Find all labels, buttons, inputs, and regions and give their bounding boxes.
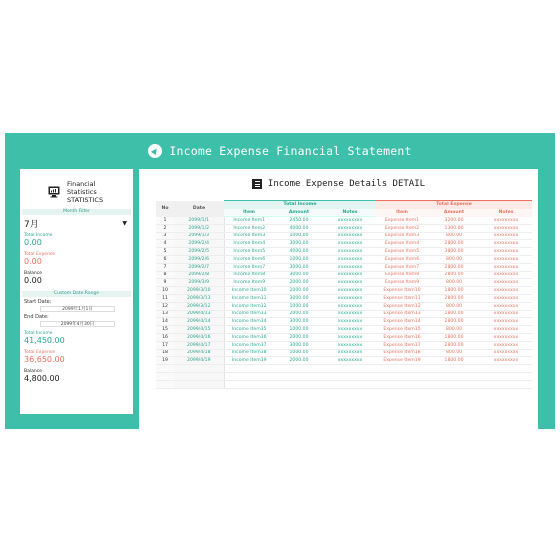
range-income-label: Total Income xyxy=(24,331,53,336)
table-row[interactable] xyxy=(156,349,532,357)
row-expense-amount: 3800.00 xyxy=(428,248,480,256)
brand-line-1: Financial xyxy=(67,179,96,188)
summary-panel xyxy=(20,169,133,414)
row-expense-item: Expense Item5 xyxy=(376,248,428,256)
row-expense-notes: xxxxxxxxx xyxy=(480,224,532,232)
start-date-field[interactable]: 2099年1月1日 xyxy=(40,306,115,312)
row-income-amount: 1000.00 xyxy=(274,326,324,334)
start-date-label: Start Date: xyxy=(24,299,52,305)
row-date: 2099/3/9 xyxy=(174,279,224,287)
row-income-item: Income Item14 xyxy=(224,318,274,326)
table-row[interactable] xyxy=(156,224,532,232)
table-row[interactable] xyxy=(156,255,532,263)
row-expense-notes: xxxxxxxxx xyxy=(480,232,532,240)
row-expense-notes: xxxxxxxxx xyxy=(480,349,532,357)
row-income-notes: xxxxxxxxx xyxy=(324,224,376,232)
row-expense-amount: 1300.00 xyxy=(428,224,480,232)
row-expense-amount: 800.00 xyxy=(428,232,480,240)
row-income-amount: 2000.00 xyxy=(274,287,324,295)
row-date: 2099/4/18 xyxy=(174,349,224,357)
row-expense-amount: 800.00 xyxy=(428,279,480,287)
row-expense-amount: 2800.00 xyxy=(428,240,480,248)
col-income-amount-header: Amount xyxy=(274,209,324,217)
row-expense-notes: xxxxxxxxx xyxy=(480,341,532,349)
row-expense-item: Expense Item15 xyxy=(376,326,428,334)
row-income-amount: 2000.00 xyxy=(274,310,324,318)
detail-panel xyxy=(139,169,538,429)
row-expense-item: Expense Item11 xyxy=(376,294,428,302)
row-expense-amount: 1800.00 xyxy=(428,333,480,341)
row-date: 2099/2/6 xyxy=(174,255,224,263)
row-income-item: Income Item18 xyxy=(224,349,274,357)
row-expense-item: Expense Item19 xyxy=(376,357,428,365)
col-income-notes-header: Notes xyxy=(324,209,376,217)
row-no: 13 xyxy=(156,310,174,318)
row-income-amount: 3000.00 xyxy=(274,294,324,302)
row-expense-amount: 1800.00 xyxy=(428,310,480,318)
row-no: 11 xyxy=(156,294,174,302)
row-expense-notes: xxxxxxxxx xyxy=(480,294,532,302)
row-expense-item: Expense Item1 xyxy=(376,217,428,225)
row-no: 10 xyxy=(156,287,174,295)
table-row[interactable] xyxy=(156,357,532,365)
row-income-item: Income Item2 xyxy=(224,224,274,232)
row-income-notes: xxxxxxxxx xyxy=(324,217,376,225)
row-date: 2099/2/8 xyxy=(174,271,224,279)
end-date-field[interactable]: 2099年4月30日 xyxy=(40,321,115,327)
expense-group-header: Total Expense xyxy=(376,201,532,209)
row-income-item: Income Item1 xyxy=(224,217,274,225)
table-row[interactable] xyxy=(156,310,532,318)
row-date: 2099/2/4 xyxy=(174,240,224,248)
row-income-item: Income Item9 xyxy=(224,279,274,287)
row-date: 2099/4/17 xyxy=(174,341,224,349)
row-income-item: Income Item17 xyxy=(224,341,274,349)
row-expense-amount: 800.00 xyxy=(428,302,480,310)
row-expense-item: Expense Item18 xyxy=(376,349,428,357)
row-income-amount: 4000.00 xyxy=(274,224,324,232)
row-income-notes: xxxxxxxxx xyxy=(324,333,376,341)
row-no: 8 xyxy=(156,271,174,279)
row-income-item: Income Item10 xyxy=(224,287,274,295)
total-income-label: Total Income xyxy=(24,233,53,238)
row-expense-notes: xxxxxxxxx xyxy=(480,318,532,326)
row-date: 2099/3/13 xyxy=(174,294,224,302)
row-income-notes: xxxxxxxxx xyxy=(324,279,376,287)
row-income-item: Income Item4 xyxy=(224,240,274,248)
table-row[interactable] xyxy=(156,240,532,248)
row-income-amount: 2000.00 xyxy=(274,333,324,341)
row-income-item: Income Item5 xyxy=(224,248,274,256)
row-expense-notes: xxxxxxxxx xyxy=(480,271,532,279)
table-body xyxy=(156,217,532,365)
row-income-amount: 1000.00 xyxy=(274,232,324,240)
row-expense-item: Expense Item9 xyxy=(376,279,428,287)
col-date-header: Date xyxy=(174,201,224,217)
row-income-notes: xxxxxxxxx xyxy=(324,357,376,365)
row-no: 12 xyxy=(156,302,174,310)
row-expense-item: Expense Item3 xyxy=(376,232,428,240)
row-date: 2099/3/10 xyxy=(174,287,224,295)
row-expense-item: Expense Item4 xyxy=(376,240,428,248)
row-income-notes: xxxxxxxxx xyxy=(324,271,376,279)
report-frame xyxy=(5,133,555,429)
table-row[interactable] xyxy=(156,294,532,302)
row-expense-amount: 2800.00 xyxy=(428,294,480,302)
row-income-notes: xxxxxxxxx xyxy=(324,232,376,240)
col-expense-notes-header: Notes xyxy=(480,209,532,217)
row-expense-notes: xxxxxxxxx xyxy=(480,263,532,271)
table-row[interactable] xyxy=(156,279,532,287)
table-row[interactable] xyxy=(156,333,532,341)
row-no: 2 xyxy=(156,224,174,232)
row-date: 2099/1/1 xyxy=(174,217,224,225)
row-expense-item: Expense Item12 xyxy=(376,302,428,310)
row-income-item: Income Item16 xyxy=(224,333,274,341)
row-income-notes: xxxxxxxxx xyxy=(324,326,376,334)
row-expense-amount: 800.00 xyxy=(428,349,480,357)
row-date: 2099/2/5 xyxy=(174,248,224,256)
row-date: 2099/4/19 xyxy=(174,357,224,365)
row-income-item: Income Item19 xyxy=(224,357,274,365)
row-no: 9 xyxy=(156,279,174,287)
end-date-label: End Date: xyxy=(24,314,49,320)
row-date: 2099/4/16 xyxy=(174,333,224,341)
row-no: 5 xyxy=(156,248,174,256)
row-income-notes: xxxxxxxxx xyxy=(324,294,376,302)
row-income-amount: 1000.00 xyxy=(274,349,324,357)
row-expense-amount: 1800.00 xyxy=(428,357,480,365)
total-expense-value: 0.00 xyxy=(24,257,42,266)
row-expense-item: Expense Item7 xyxy=(376,263,428,271)
row-expense-amount: 2800.00 xyxy=(428,341,480,349)
page-title: Income Expense Financial Statement xyxy=(169,144,412,158)
row-expense-item: Expense Item16 xyxy=(376,333,428,341)
brand-line-2: Statistics xyxy=(67,187,97,196)
row-expense-amount: 800.00 xyxy=(428,255,480,263)
table-row[interactable] xyxy=(156,217,532,225)
balance-value: 0.00 xyxy=(24,276,42,285)
row-expense-item: Expense Item14 xyxy=(376,318,428,326)
row-income-amount: 3000.00 xyxy=(274,271,324,279)
row-income-amount: 4000.00 xyxy=(274,248,324,256)
detail-header xyxy=(139,169,538,199)
row-expense-item: Expense Item6 xyxy=(376,255,428,263)
table-empty-rows xyxy=(156,365,532,389)
month-filter-header: Month Filter xyxy=(22,209,131,215)
row-date: 2099/4/15 xyxy=(174,326,224,334)
row-income-item: Income Item11 xyxy=(224,294,274,302)
brand-line-3: STATISTICS xyxy=(67,195,104,204)
row-expense-item: Expense Item10 xyxy=(376,287,428,295)
row-income-amount: 2450.00 xyxy=(274,217,324,225)
row-no: 6 xyxy=(156,255,174,263)
row-no: 4 xyxy=(156,240,174,248)
row-expense-item: Expense Item17 xyxy=(376,341,428,349)
row-no: 14 xyxy=(156,318,174,326)
pen-icon xyxy=(148,144,162,158)
table-row[interactable] xyxy=(156,318,532,326)
row-expense-notes: xxxxxxxxx xyxy=(480,326,532,334)
row-income-notes: xxxxxxxxx xyxy=(324,341,376,349)
row-income-item: Income Item13 xyxy=(224,310,274,318)
row-income-amount: 1000.00 xyxy=(274,302,324,310)
table-row[interactable] xyxy=(156,271,532,279)
caret-down-icon[interactable]: ▼ xyxy=(122,219,127,227)
row-income-item: Income Item8 xyxy=(224,271,274,279)
list-icon xyxy=(252,179,262,189)
row-expense-amount: 2800.00 xyxy=(428,318,480,326)
row-no: 3 xyxy=(156,232,174,240)
range-balance-value: 4,800.00 xyxy=(24,374,60,383)
row-expense-notes: xxxxxxxxx xyxy=(480,217,532,225)
row-expense-item: Expense Item2 xyxy=(376,224,428,232)
row-expense-notes: xxxxxxxxx xyxy=(480,287,532,295)
col-income-item-header: Item xyxy=(224,209,274,217)
row-income-notes: xxxxxxxxx xyxy=(324,240,376,248)
row-expense-notes: xxxxxxxxx xyxy=(480,302,532,310)
row-expense-notes: xxxxxxxxx xyxy=(480,240,532,248)
row-income-notes: xxxxxxxxx xyxy=(324,318,376,326)
col-no-header: No xyxy=(156,201,174,217)
row-no: 1 xyxy=(156,217,174,225)
total-expense-label: Total Expense xyxy=(24,252,56,257)
row-income-amount: 3000.00 xyxy=(274,341,324,349)
row-date: 2099/2/7 xyxy=(174,263,224,271)
row-income-notes: xxxxxxxxx xyxy=(324,255,376,263)
custom-range-header: Custom Date Range xyxy=(22,291,131,297)
row-expense-notes: xxxxxxxxx xyxy=(480,279,532,287)
detail-title: Income Expense Details DETAIL xyxy=(267,179,426,189)
table-row[interactable] xyxy=(156,302,532,310)
row-date: 2099/1/2 xyxy=(174,224,224,232)
computer-icon xyxy=(48,186,60,198)
table-row[interactable] xyxy=(156,287,532,295)
row-income-item: Income Item15 xyxy=(224,326,274,334)
row-income-amount: 3000.00 xyxy=(274,318,324,326)
table-row[interactable] xyxy=(156,326,532,334)
row-expense-item: Expense Item13 xyxy=(376,310,428,318)
row-expense-item: Expense Item8 xyxy=(376,271,428,279)
row-no: 18 xyxy=(156,349,174,357)
row-income-amount: 3000.00 xyxy=(274,263,324,271)
row-income-notes: xxxxxxxxx xyxy=(324,248,376,256)
row-income-notes: xxxxxxxxx xyxy=(324,310,376,318)
row-expense-amount: 2800.00 xyxy=(428,263,480,271)
row-income-notes: xxxxxxxxx xyxy=(324,302,376,310)
table-row[interactable] xyxy=(156,341,532,349)
row-income-amount: 1000.00 xyxy=(274,255,324,263)
row-expense-amount: 800.00 xyxy=(428,326,480,334)
row-income-amount: 3000.00 xyxy=(274,240,324,248)
row-no: 7 xyxy=(156,263,174,271)
total-income-value: 0.00 xyxy=(24,238,42,247)
title-bar xyxy=(5,133,555,169)
row-expense-amount: 3200.00 xyxy=(428,217,480,225)
row-income-item: Income Item3 xyxy=(224,232,274,240)
row-income-item: Income Item7 xyxy=(224,263,274,271)
row-income-item: Income Item6 xyxy=(224,255,274,263)
row-no: 17 xyxy=(156,341,174,349)
row-expense-amount: 2800.00 xyxy=(428,271,480,279)
row-no: 19 xyxy=(156,357,174,365)
row-expense-notes: xxxxxxxxx xyxy=(480,333,532,341)
table-row[interactable] xyxy=(156,248,532,256)
brand xyxy=(20,169,133,209)
row-expense-notes: xxxxxxxxx xyxy=(480,248,532,256)
row-date: 2099/4/14 xyxy=(174,318,224,326)
table-row[interactable] xyxy=(156,263,532,271)
row-income-amount: 2000.00 xyxy=(274,279,324,287)
row-expense-amount: 1800.00 xyxy=(428,287,480,295)
row-expense-notes: xxxxxxxxx xyxy=(480,357,532,365)
row-income-item: Income Item12 xyxy=(224,302,274,310)
month-value: 7月 xyxy=(24,219,39,230)
row-no: 15 xyxy=(156,326,174,334)
row-income-notes: xxxxxxxxx xyxy=(324,349,376,357)
col-expense-amount-header: Amount xyxy=(428,209,480,217)
table-row[interactable] xyxy=(156,232,532,240)
row-income-notes: xxxxxxxxx xyxy=(324,263,376,271)
row-income-amount: 2000.00 xyxy=(274,357,324,365)
row-income-notes: xxxxxxxxx xyxy=(324,287,376,295)
range-balance-label: Balance xyxy=(24,369,42,374)
range-expense-value: 36,650.00 xyxy=(24,355,65,364)
row-date: 2099/1/3 xyxy=(174,232,224,240)
income-group-header: Total Income xyxy=(224,201,376,209)
col-expense-item-header: Item xyxy=(376,209,428,217)
row-expense-notes: xxxxxxxxx xyxy=(480,255,532,263)
detail-table xyxy=(156,200,532,389)
row-expense-notes: xxxxxxxxx xyxy=(480,310,532,318)
range-income-value: 41,450.00 xyxy=(24,336,65,345)
balance-label: Balance xyxy=(24,271,42,276)
month-select[interactable] xyxy=(20,215,133,229)
range-expense-label: Total Expense xyxy=(24,350,56,355)
row-no: 16 xyxy=(156,333,174,341)
row-date: 2099/4/13 xyxy=(174,310,224,318)
row-date: 2099/3/12 xyxy=(174,302,224,310)
